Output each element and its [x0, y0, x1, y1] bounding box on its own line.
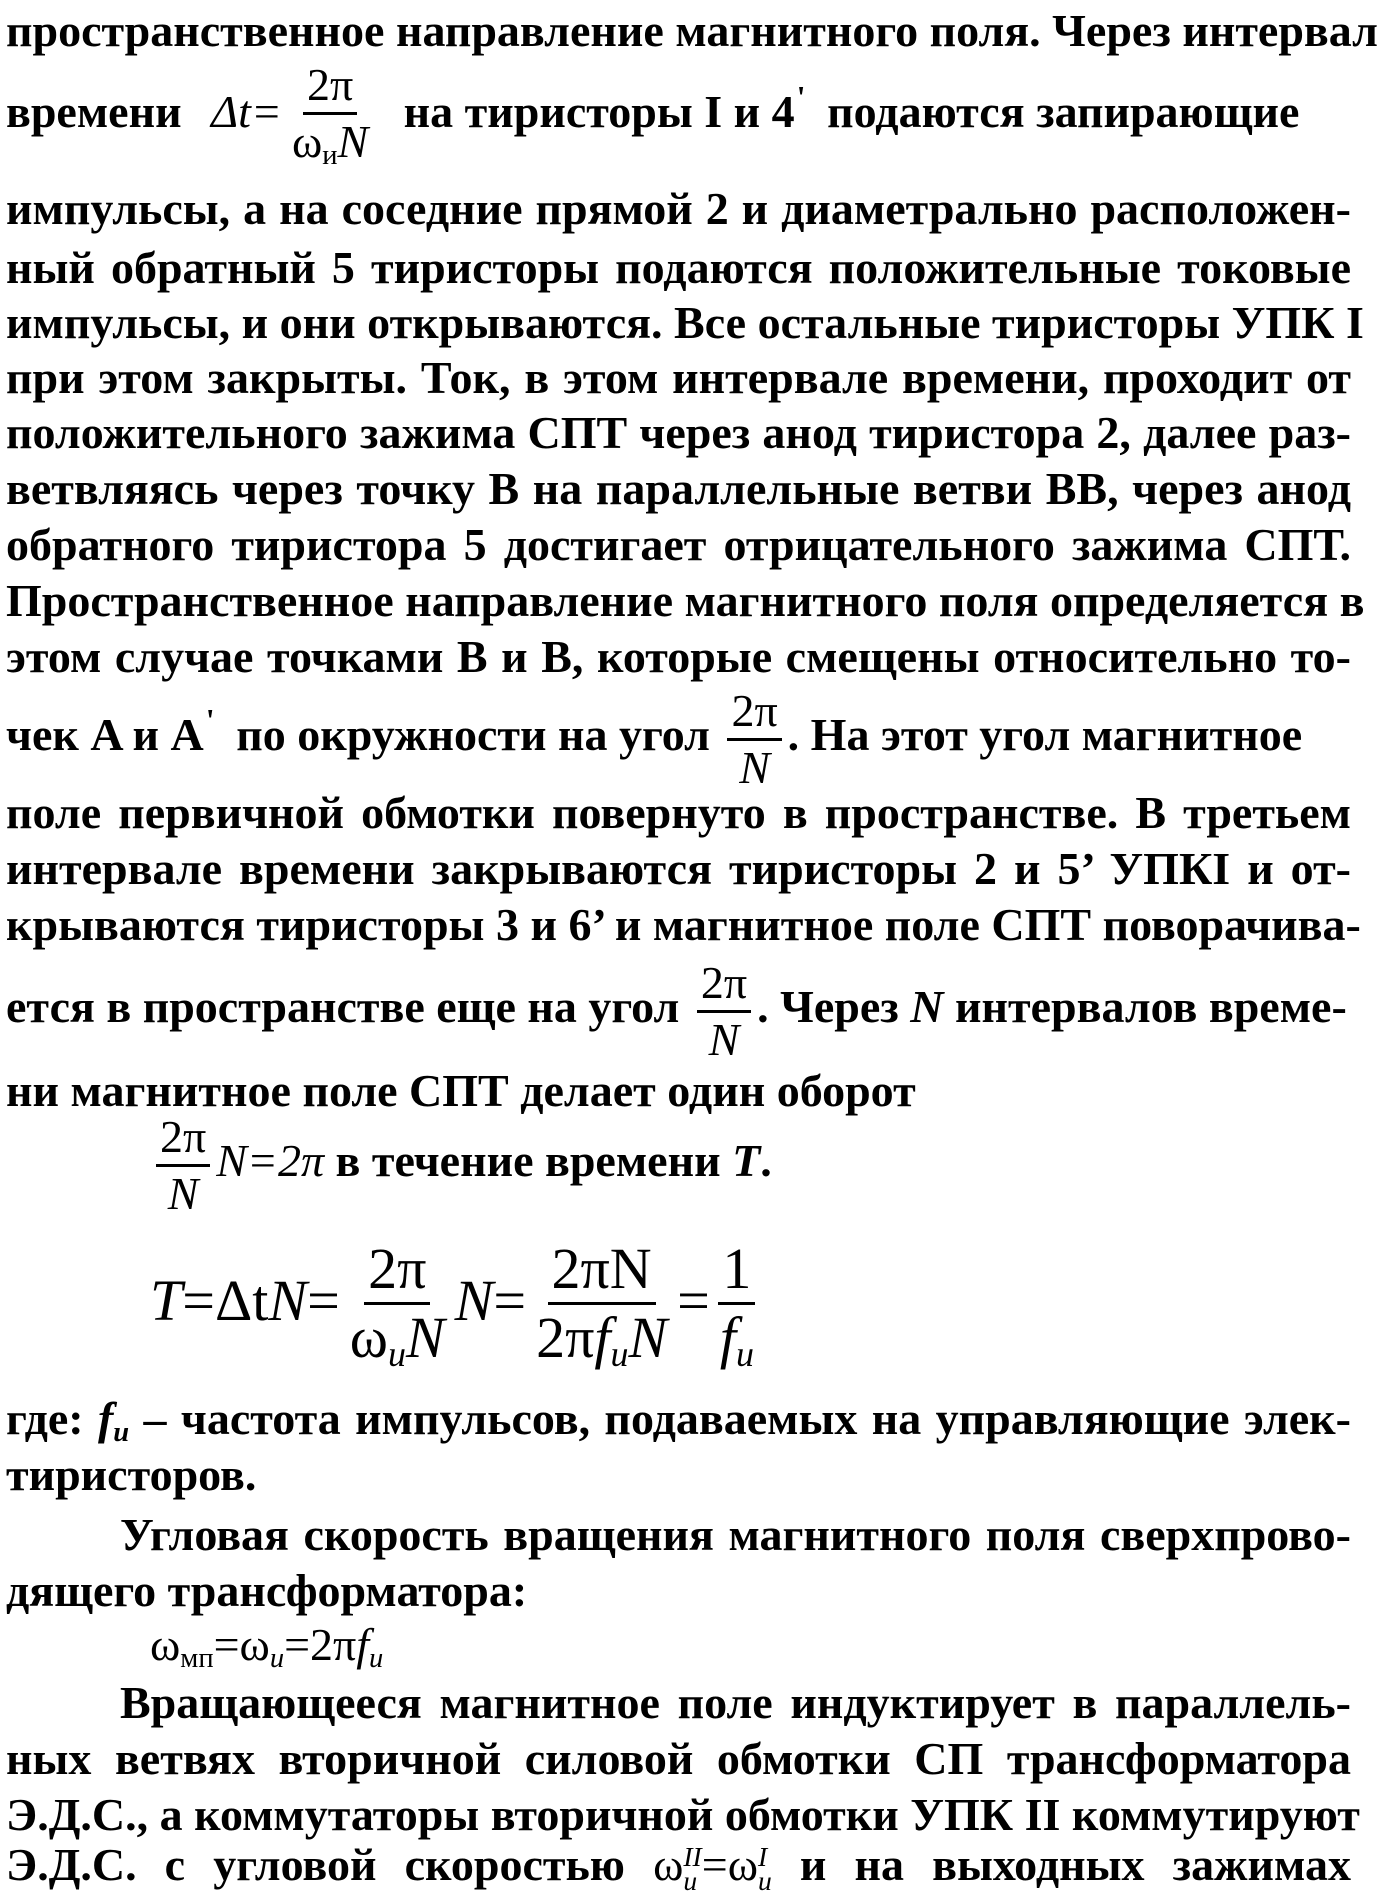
- line-middle: по окружности на угол: [236, 709, 710, 761]
- text-line-7: положительного зажима СПТ через анод тиристора 2, далее раз-: [6, 407, 1351, 458]
- sub-u2: u: [369, 1643, 384, 1675]
- text-line-9: обратного тиристора 5 достигает отрицательного зажима СПТ.: [6, 519, 1351, 570]
- text-line-10: Пространственное направление магнитного поля определяется в: [6, 575, 1365, 626]
- text-line-tiristorov: тиристоров.: [6, 1449, 257, 1500]
- symbol-t: T: [732, 1135, 761, 1187]
- fraction-denominator: N: [708, 1014, 740, 1065]
- sub-u: u: [269, 1643, 285, 1675]
- symbol-f-sub: u: [113, 1417, 130, 1449]
- text-line-branches: ных ветвях вторичной силовой обмотки СП трансформатора: [6, 1733, 1351, 1784]
- fraction-numerator: 2πN: [548, 1240, 656, 1305]
- text-line-delta-t: [6, 59, 1351, 172]
- fraction-denominator: N: [739, 742, 770, 793]
- fraction-denominator: $f_u$: [719, 1305, 754, 1374]
- line-prefix: ется в пространстве еще на угол: [6, 981, 680, 1033]
- text-line-where: [6, 1393, 1351, 1449]
- fraction-2pi-omega-n-2: [346, 1236, 449, 1374]
- text-line-angle-2: [6, 957, 1351, 1065]
- omega-expression: ω II u =ω I u: [653, 1839, 772, 1896]
- line-prefix: чек A и A: [6, 709, 204, 761]
- text-line-commutators: Э.Д.С., а коммутаторы вторичной обмотки УПК II коммутируют: [6, 1789, 1360, 1840]
- fraction-denominator: $\omega_uN$: [349, 1305, 445, 1374]
- line-post-b: интервалов време-: [943, 981, 1347, 1033]
- formula-eq2: =2π: [284, 1619, 357, 1670]
- formula-eq4: =: [677, 1267, 710, 1333]
- text-line-angular: Угловая скорость вращения магнитного поля сверхпрово-: [120, 1509, 1351, 1560]
- prime-mark: ': [205, 701, 215, 738]
- fraction-numerator: 2π: [364, 1240, 430, 1305]
- symbol-t: T: [150, 1267, 183, 1333]
- formula-text: в течение времени: [324, 1135, 733, 1187]
- text-line-transformer: дящего трансформатора:: [6, 1565, 528, 1616]
- text-line-3: импульсы, а на соседние прямой 2 и диаметрально расположен-: [6, 183, 1351, 234]
- formula-omega: [150, 1619, 384, 1675]
- sub-mp: мп: [180, 1643, 214, 1675]
- formula-eq: N=2π: [216, 1135, 325, 1187]
- text-line-17: ни магнитное поле СПТ делает один оборот: [6, 1065, 916, 1116]
- line-post2: подаются запирающие: [827, 85, 1300, 137]
- fraction-1-fu: [716, 1236, 758, 1374]
- fraction-numerator: 1: [718, 1240, 755, 1305]
- fraction-2pin-2pifn: [532, 1236, 671, 1374]
- text-line-4: ный обратный 5 тиристоры подаются положительные токовые: [6, 242, 1351, 293]
- formula-eq3: =: [493, 1267, 527, 1333]
- text-line-14: интервале времени закрываются тиристоры 2 и 5’ УПКI и от-: [6, 843, 1351, 894]
- delta-t-symbol: Δt=: [211, 85, 282, 137]
- line-prefix: времени: [6, 85, 182, 137]
- text-line-1: пространственное направление магнитного поля. Через интервал: [6, 5, 1378, 56]
- symbol-n: N: [910, 981, 944, 1033]
- symbol-f: f: [97, 1393, 114, 1444]
- text-line-15: крываются тиристоры 3 и 6’ и магнитное поле СПТ поворачива-: [6, 899, 1361, 950]
- formula-eq1: =Δt: [182, 1267, 269, 1333]
- fraction-2pi-n-2: [697, 957, 751, 1065]
- fraction-numerator: 2π: [303, 62, 357, 115]
- fraction-denominator: $\omega_иN$: [291, 116, 369, 172]
- fraction-numerator: 2π: [156, 1114, 210, 1167]
- last-post: и на выходных зажимах: [771, 1839, 1351, 1890]
- formula-eq: =ω: [213, 1619, 270, 1670]
- line-post: на тиристоры I и 4: [403, 85, 795, 137]
- text-line-last: [6, 1839, 1351, 1896]
- line-post: . На этот угол магнитное: [787, 709, 1303, 761]
- symbol-n2: N: [454, 1267, 494, 1333]
- text-line-angle-1: [6, 685, 1351, 793]
- fraction-2pi-n-3: [156, 1111, 210, 1219]
- formula-period: [150, 1236, 764, 1374]
- text-line-8: ветвляясь через точку B на параллельные ветви BB, через анод: [6, 463, 1351, 514]
- fraction-numerator: 2π: [697, 960, 751, 1013]
- fraction-denominator: N: [167, 1168, 199, 1219]
- fraction-2pi-omega-n: [288, 59, 372, 172]
- text-line-5: импульсы, и они открываются. Все остальные тиристоры УПК I: [6, 297, 1364, 348]
- prime-mark: ': [796, 78, 806, 115]
- formula-rotation: [150, 1111, 772, 1219]
- fraction-numerator: 2π: [727, 688, 781, 741]
- text-line-6: при этом закрыты. Ток, в этом интервале времени, проходит от: [6, 352, 1351, 403]
- where-post: – частота импульсов, подаваемых на управляющие элек-: [129, 1393, 1351, 1444]
- fraction-denominator: $2\pi f_uN$: [536, 1305, 668, 1374]
- symbol-omega: ω: [150, 1619, 181, 1670]
- symbol-n1: N: [268, 1267, 308, 1333]
- last-prefix: Э.Д.С. с угловой скоростью: [6, 1839, 654, 1890]
- formula-dot: .: [760, 1135, 772, 1187]
- text-line-11: этом случае точками B и B, которые смещены относительно то-: [6, 631, 1351, 682]
- formula-eq2: =: [307, 1267, 340, 1333]
- line-post-a: . Через: [757, 981, 911, 1033]
- text-line-13: поле первичной обмотки повернуто в пространстве. В третьем: [6, 787, 1351, 838]
- symbol-f: f: [356, 1619, 370, 1670]
- where-prefix: где:: [6, 1393, 98, 1444]
- fraction-2pi-n: [727, 685, 781, 793]
- text-line-rotating: Вращающееся магнитное поле индуктирует в параллель-: [120, 1677, 1351, 1728]
